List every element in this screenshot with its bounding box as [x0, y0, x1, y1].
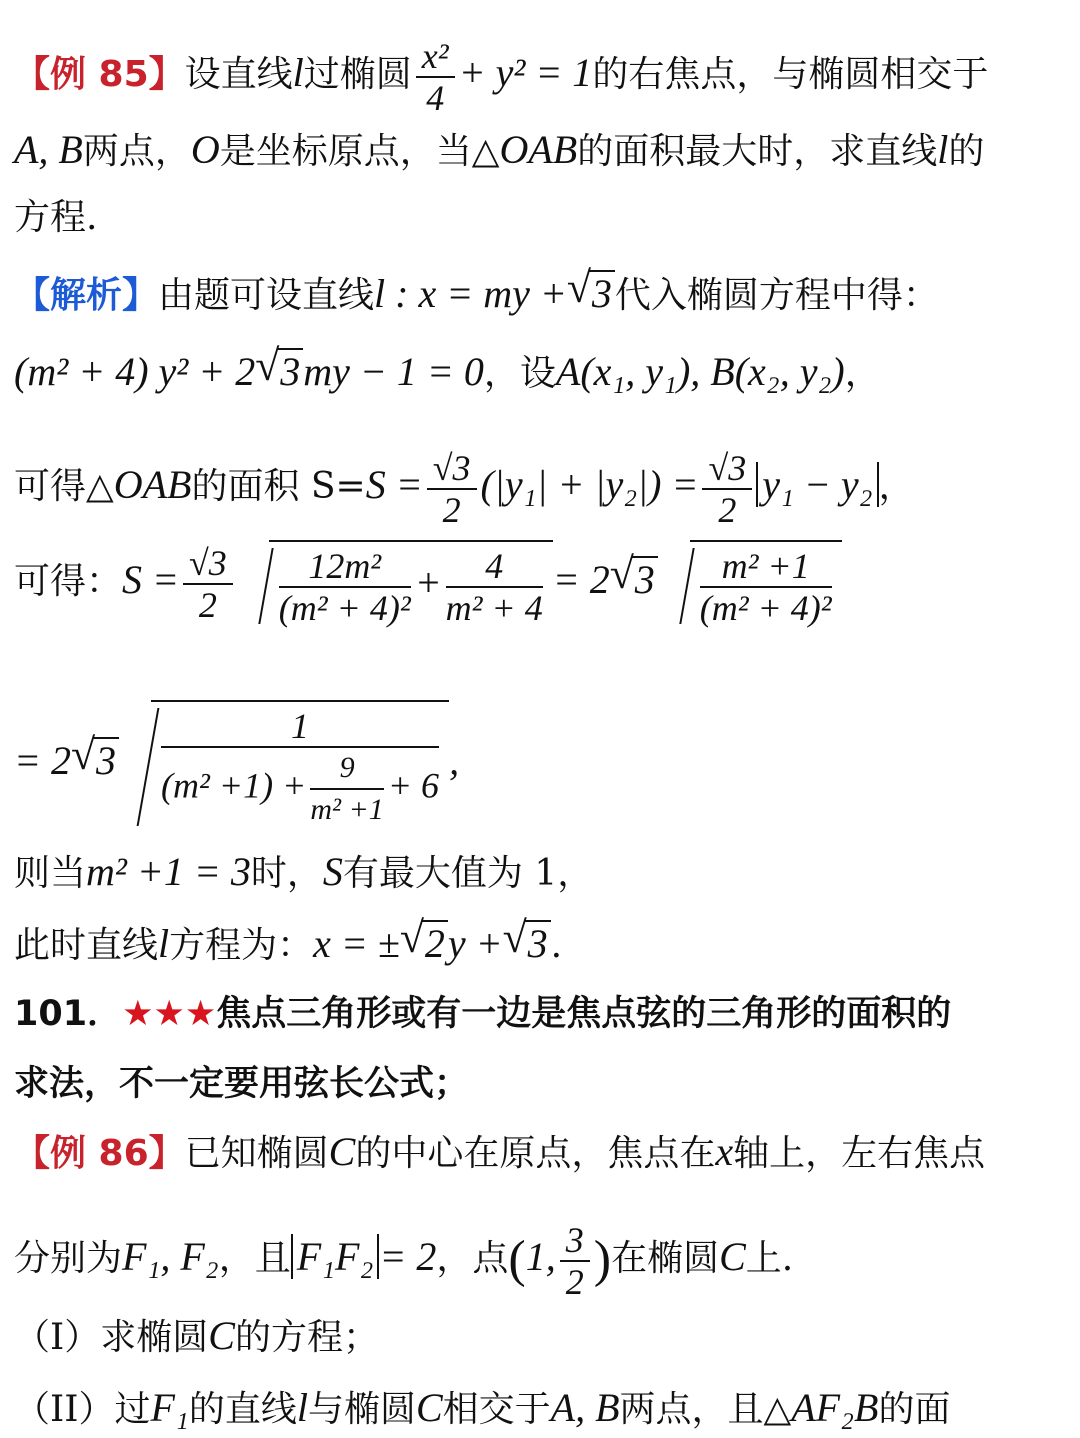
solution-line-4: 可得：S = $\frac{√3}{2}$ $\frac{\text{12m²}}{\text{(m² + 4)²}}$ + $\frac{4}{\text{m² + 4}}$ = 2√ 3 $\frac{\text{m² +1}}{\text{(m² + 4)²}}$ — [14, 540, 1070, 628]
solution-line-3: 可得△OAB的面积 S=S = $\frac{√3}{2}$ (|y₁| + |y₂|) = $\frac{√3}{2}$ y₁ − y₂ ， — [14, 448, 915, 530]
solution-line-1: 【解析】由题可设直线l : x = my +√ 3代入椭圆方程中得： — [14, 270, 1070, 318]
solution-line-2: (m² + 4) y² + 2√ 3my − 1 = 0，设A(x₁, y₁), B(x₂, y₂)， — [14, 348, 1070, 396]
ex86-tag: 【例 86】 — [14, 1133, 185, 1174]
solution-line-7: 此时直线l方程为：x = ±√ 2y +√ 3. — [14, 920, 1070, 968]
ex86-line-1: 【例 86】已知椭圆C的中心在原点，焦点在x轴上，左右焦点 — [14, 1129, 986, 1174]
star-icons: ★★★ — [122, 994, 217, 1034]
ex86-part-1: （I）求椭圆C的方程； — [14, 1313, 379, 1358]
item-101-title: 101．★★★焦点三角形或有一边是焦点弦的三角形的面积的 — [14, 994, 952, 1034]
ex85-line-3: 方程. — [14, 197, 98, 238]
ex86-part-2: （II）过F₁的直线l与椭圆C相交于A, B两点，且△AF₂B的面 — [14, 1385, 951, 1430]
ex86-line-2: 分别为F₁, F₂，且 F₁F₂ = 2，点(1, $\frac{3}{2}$ )在椭圆C上. — [14, 1220, 794, 1302]
ex85-tag: 【例 85】 — [14, 54, 185, 95]
item-101-title-cont: 求法，不一定要用弦长公式； — [14, 1064, 470, 1104]
sqrt-expression-3: 1 (m² +1) + $\frac{9}{\text{m² +1}}$ + 6 — [121, 700, 449, 830]
ex85-line-2: A, B两点，O是坐标原点，当△OAB的面积最大时，求直线l的 — [14, 127, 985, 172]
sqrt-expression-1: $\frac{\text{12m²}}{\text{(m² + 4)²}}$ + $\frac{4}{\text{m² + 4}}$ — [239, 540, 553, 628]
area-fraction-2: $\frac{√3}{2}$ — [702, 448, 752, 530]
area-fraction-1: $\frac{√3}{2}$ — [427, 448, 477, 530]
solution-line-6: 则当m² +1 = 3时，S有最大值为 1， — [14, 849, 594, 894]
ellipse-fraction: $\frac{\text{x²}}{4}$ — [416, 36, 455, 118]
ex85-line-1: 【例 85】设直线l过椭圆 $\frac{\text{x²}}{4}$ + y² = 1的右焦点，与椭圆相交于 — [14, 36, 989, 118]
sqrt-expression-2: $\frac{\text{m² +1}}{\text{(m² + 4)²}}$ — [660, 540, 842, 628]
solution-tag: 【解析】 — [14, 275, 159, 316]
solution-line-5: = 2√ 3 1 (m² +1) + $\frac{9}{\text{m² +1}}$ + 6 , — [14, 700, 1070, 830]
